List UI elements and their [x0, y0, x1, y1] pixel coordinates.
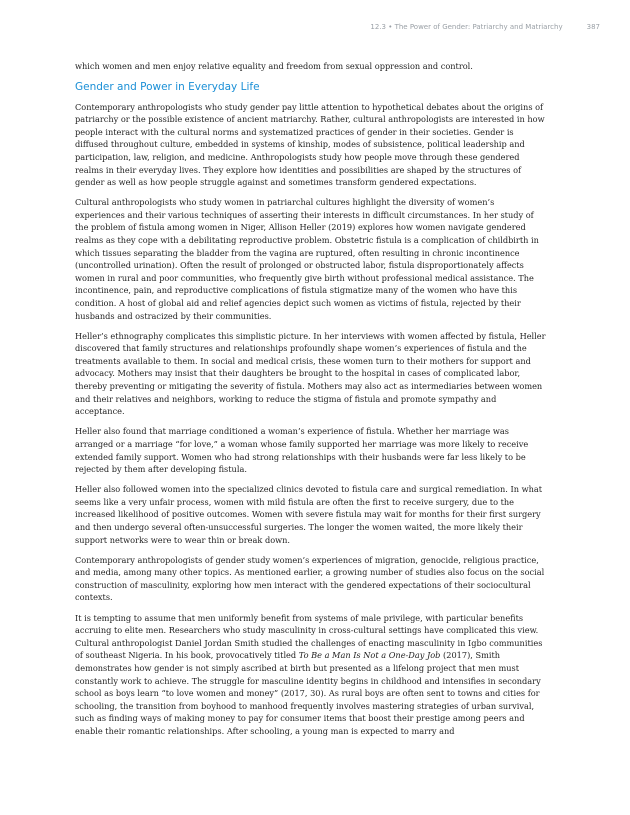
paragraph-6: Contemporary anthropologists of gender study women’s experiences of migration, genocide, religious practice, and media, among many other topics. As mentioned earlier, a growing number of studies also focus on the social construction of masculinity, exploring how men interact with the gendered expectations of their sociocultural contexts.: [75, 554, 545, 603]
continued-paragraph: which women and men enjoy relative equality and freedom from sexual oppression and control.: [75, 61, 473, 71]
paragraph-7-text-before-title: It is tempting to assume that men uniformly benefit from systems of male privilege, with particular benefits accruing to elite men. Researchers who study masculinity in cross-cultural settings have complicated this view. Cultural anthropologist Daniel Jordan Smith studied the challenges of enacting masculinity in Igbo communities of southeast Nigeria. In his book, provocatively titled: [75, 612, 543, 661]
paragraph-4: Heller also found that marriage conditioned a woman’s experience of fistula. Whether her marriage was arranged or a marriage “for love,” a woman whose family supported her marriage was more likely to receive extended family support. Women who had strong relationships with their husbands were far less likely to be rejected by them after developing fistula.: [75, 426, 529, 475]
paragraph-5: Heller also followed women into the specialized clinics devoted to fistula care and surgical remediation. In what seems like a very unfair process, women with mild fistula are often the first to receive surgery, due to the increased likelihood of positive outcomes. Women with severe fistula may wait for months for their first surgery and then undergo several often-unsuccessful surgeries. The longer the women waited, the more likely their support networks were to wear thin or break down.: [75, 484, 543, 545]
paragraph-7-text-after-title: (2017), Smith demonstrates how gender is not simply ascribed at birth but presented as a lifelong project that men must constantly work to achieve. The struggle for masculine identity begins in childhood and intensifies in secondary school as boys learn “to love women and money” (2017, 30). As rural boys are often sent to towns and cities for schooling, the transition from boyhood to manhood frequently involves mastering strategies of urban survival, such as finding ways of making money to pay for consumer items that boost their prestige among peers and enable their romantic relationships. After schooling, a young man is expected to marry and: [75, 650, 541, 736]
page-body: [75, 60, 546, 745]
section-heading: Gender and Power in Everyday Life: [75, 80, 260, 93]
running-header: [370, 23, 600, 31]
paragraph-3: Heller’s ethnography complicates this simplistic picture. In her interviews with women affected by fistula, Heller discovered that family structures and relationships profoundly shape women’s experiences of fistula and the treatments available to them. In social and medical crisis, these women turn to their mothers for support and advocacy. Mothers may insist that their daughters be brought to the hospital in cases of complicated labor, thereby preventing or mitigating the severity of fistula. Mothers may also act as intermediaries between women and their relatives and neighbors, working to reduce the stigma of fistula and promote sympathy and acceptance.: [75, 330, 546, 417]
page-number: 387: [586, 23, 600, 31]
paragraph-2: Cultural anthropologists who study women in patriarchal cultures highlight the diversity of women’s experiences and their various techniques of asserting their interests in difficult circumstances. In her study of the problem of fistula among women in Niger, Allison Heller (2019) explores how women navigate gendered realms as they cope with a debilitating reproductive problem. Obstetric fistula is a complication of childbirth in which tissues separating the bladder from the vagina are ruptured, often resulting in chronic incontinence (uncontrolled urination). Often the result of prolonged or obstructed labor, fistula disproportionately affects women in rural and poor communities, who frequently give birth without professional medical assistance. The incontinence, pain, and reproductive complications of fistula stigmatize many of the women who have this condition. A host of global aid and relief agencies depict such women as victims of fistula, rejected by their husbands and ostracized by their communities.: [75, 197, 539, 321]
paragraph-7: [75, 612, 546, 738]
running-header-section-title: 12.3 • The Power of Gender: Patriarchy and Matriarchy: [370, 23, 563, 31]
paragraph-1: Contemporary anthropologists who study gender pay little attention to hypothetical debates about the origins of patriarchy or the possible existence of ancient matriarchy. Rather, cultural anthropologists are interested in how people interact with the cultural norms and systematized practices of gender in their societies. Gender is diffused throughout culture, embedded in systems of kinship, modes of subsistence, political leadership and participation, law, religion, and medicine. Anthropologists study how people move through these gendered realms in their everyday lives. They explore how identities and possibilities are shaped by the structures of gender as well as how people struggle against and sometimes transform gendered expectations.: [75, 101, 545, 188]
book-title: To Be a Man Is Not a One-Day Job: [298, 650, 441, 661]
